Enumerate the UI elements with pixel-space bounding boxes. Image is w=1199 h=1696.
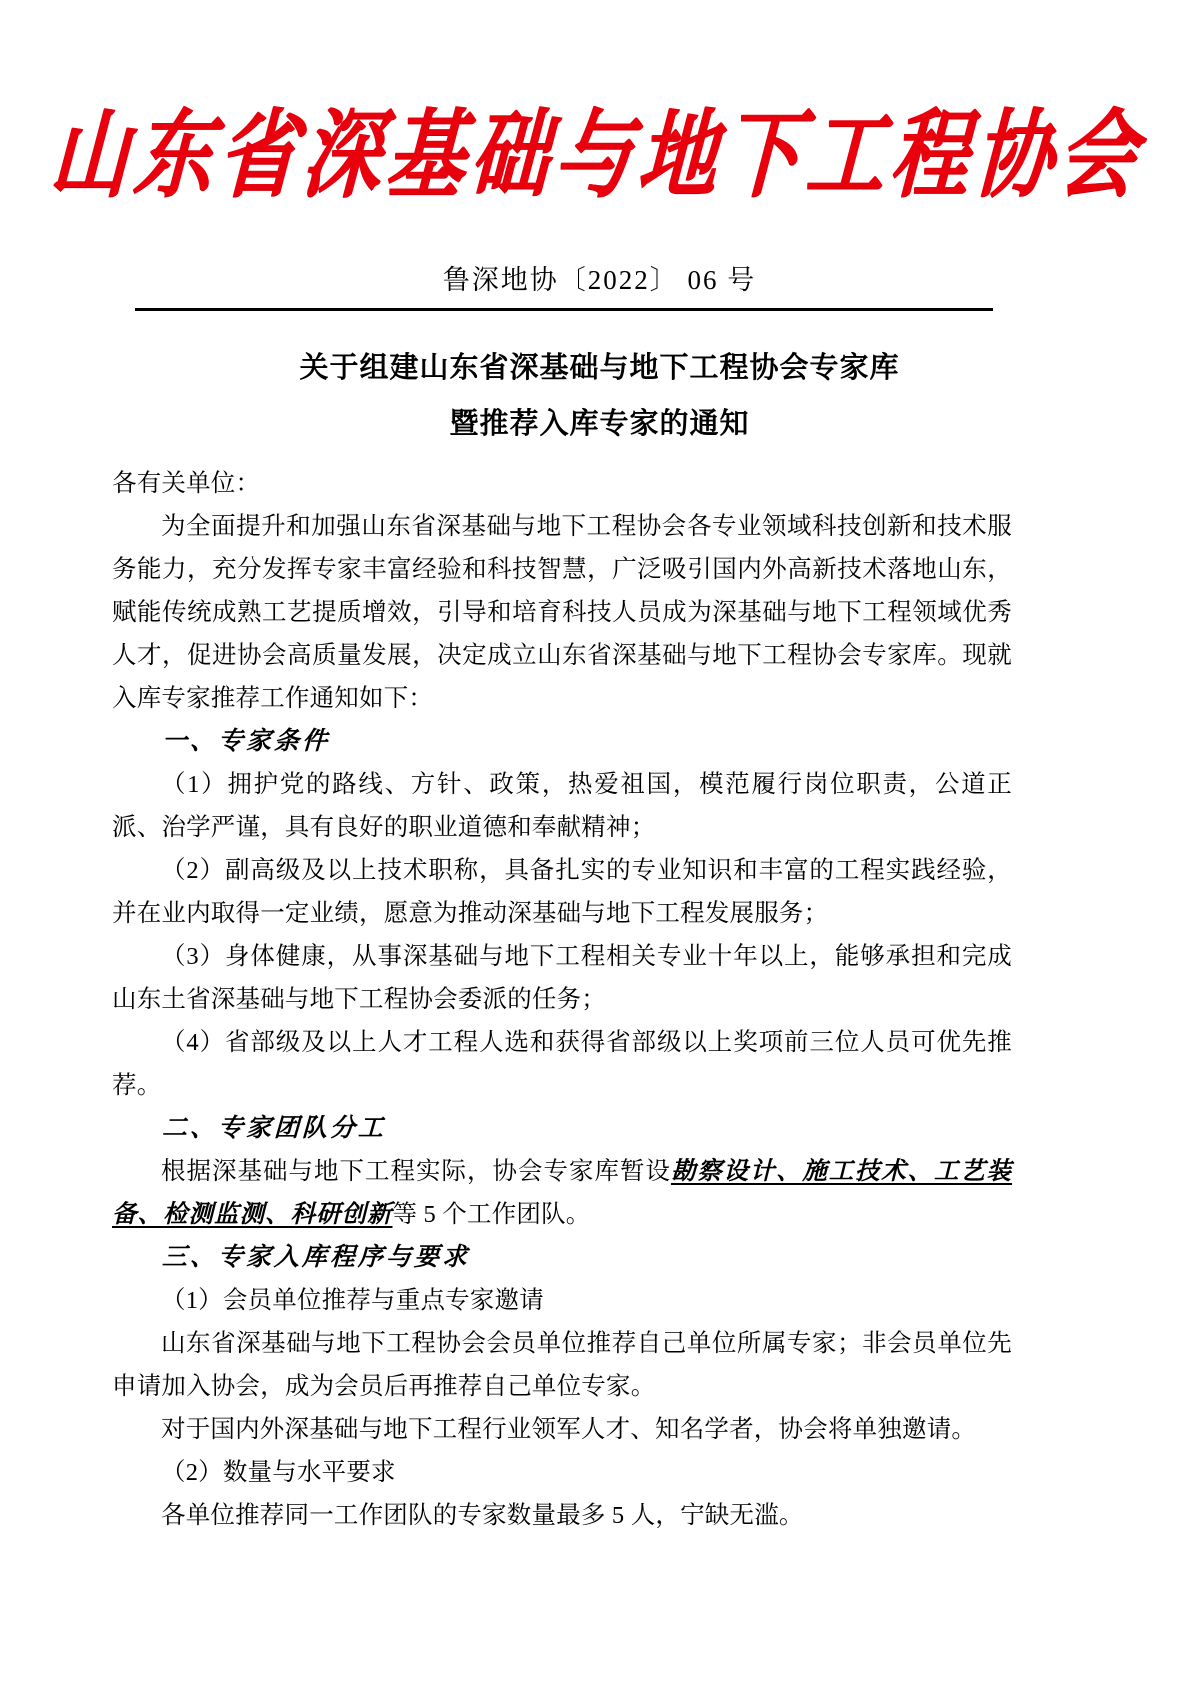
section-heading-1: 一、专家条件 [161, 728, 331, 755]
section1-item-4: （4）省部级及以上人才工程人选和获得省部级以上奖项前三位人员可优先推荐。 [112, 1029, 1012, 1099]
expert-team-names: 勘察设计、施工技术、工艺装备、检测监测、科研创新 [112, 1158, 1012, 1228]
section-heading-3: 三、专家入库程序与要求 [161, 1244, 471, 1271]
intro-paragraph: 为全面提升和加强山东省深基础与地下工程协会各专业领域科技创新和技术服务能力，充分发挥专家丰富经验和科技智慧，广泛吸引国内外高新技术落地山东，赋能传统成熟工艺提质增效，引导和培育科技人员成为深基础与地下工程领域优秀人才，促进协会高质量发展，决定成立山东省深基础与地下工程协会专家库。现就入库专家推荐工作通知如下： [112, 513, 1012, 712]
masthead [0, 99, 1199, 211]
section3-sub1-paragraph-1: 山东省深基础与地下工程协会会员单位推荐自己单位所属专家；非会员单位先申请加入协会，成为会员后再推荐自己单位专家。 [112, 1330, 1012, 1400]
header-divider-rule [135, 308, 993, 311]
section3-sub2-title: （2）数量与水平要求 [161, 1459, 396, 1486]
section1-item-3: （3）身体健康，从事深基础与地下工程相关专业十年以上，能够承担和完成山东土省深基础与地下工程协会委派的任务； [112, 943, 1012, 1013]
document-serial-number: 鲁深地协〔2022〕 06 号 [442, 265, 757, 295]
section1-item-2: （2）副高级及以上技术职称，具备扎实的专业知识和丰富的工程实践经验，并在业内取得一定业绩，愿意为推动深基础与地下工程发展服务； [112, 857, 1012, 927]
section1-item-1: （1）拥护党的路线、方针、政策，热爱祖国，模范履行岗位职责，公道正派、治学严谨，具有良好的职业道德和奉献精神； [112, 771, 1012, 841]
section3-sub1-title: （1）会员单位推荐与重点专家邀请 [161, 1287, 544, 1314]
section3-sub1-paragraph-2: 对于国内外深基础与地下工程行业领军人才、知名学者，协会将单独邀请。 [161, 1416, 977, 1443]
association-name-header: 山东省深基础与地下工程协会 [47, 99, 1146, 211]
document-title-line-1: 关于组建山东省深基础与地下工程协会专家库 [299, 350, 900, 384]
salutation: 各有关单位： [112, 470, 261, 497]
section2-paragraph [112, 1150, 1012, 1236]
section-heading-2: 二、专家团队分工 [161, 1115, 387, 1142]
section2-text-after: 等 5 个工作团队。 [392, 1201, 591, 1228]
document-body [112, 462, 1012, 1537]
section2-text-before: 根据深基础与地下工程实际，协会专家库暂设 [161, 1158, 671, 1185]
document-title-line-2: 暨推荐入库专家的通知 [449, 406, 750, 440]
section3-sub2-paragraph-1: 各单位推荐同一工作团队的专家数量最多 5 人，宁缺无滥。 [161, 1502, 804, 1529]
